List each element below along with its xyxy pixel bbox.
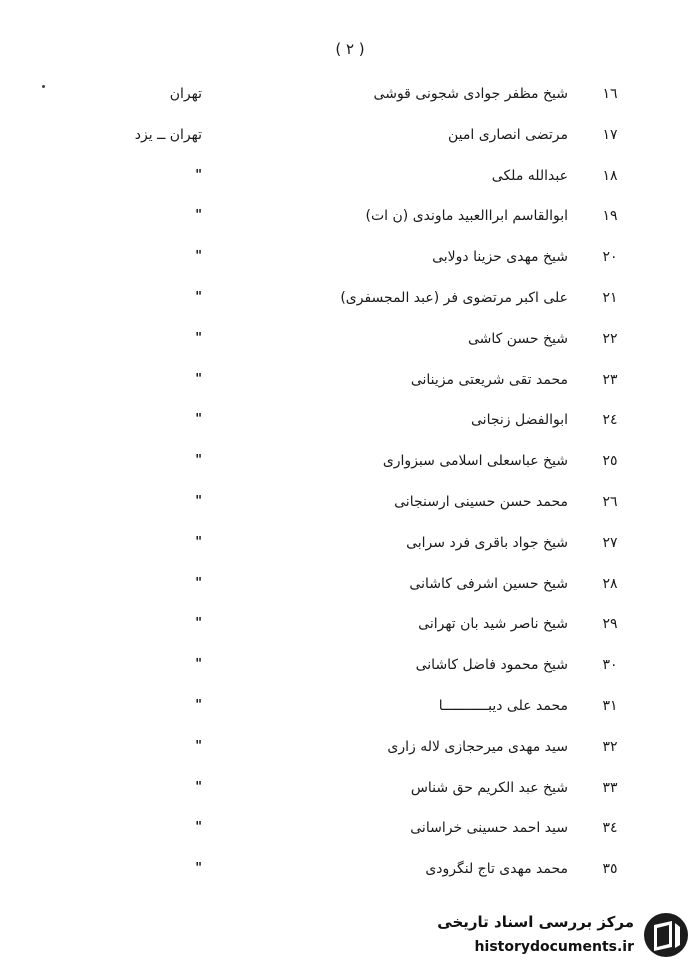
item-number: ٢٩ (602, 616, 618, 633)
person-name: شیخ حسن کاشی (467, 330, 568, 347)
item-number: ٢٢ (602, 330, 618, 347)
item-number: ١٧ (602, 126, 618, 143)
person-name: شیخ محمود فاضل کاشانی (415, 657, 568, 674)
list-item (0, 698, 700, 722)
list-item (0, 657, 700, 681)
list-item (0, 820, 700, 844)
item-number: ١٦ (602, 86, 618, 102)
item-number: ٢٣ (602, 371, 618, 388)
person-name: شیخ عبد الکریم حق شناس (410, 779, 568, 796)
location: " (195, 208, 202, 224)
person-name: شیخ مظفر جوادی شجونی قوشی (373, 86, 568, 102)
location: " (195, 779, 202, 795)
location: " (195, 371, 202, 387)
item-number: ٢٨ (602, 575, 618, 592)
list-item (0, 576, 700, 600)
person-name: شیخ ناصر شید بان تهرانی (418, 616, 568, 633)
location: تهران ــ یزد (134, 126, 202, 143)
location: " (195, 412, 202, 428)
location: " (195, 575, 202, 591)
item-number: ٢٤ (602, 412, 618, 429)
list-item (0, 168, 700, 192)
watermark-url: historydocuments.ir (474, 939, 634, 955)
item-number: ٣٣ (602, 779, 618, 796)
person-name: محمد تقی شریعتی مزینانی (410, 371, 568, 388)
list-item (0, 208, 700, 232)
list-item (0, 739, 700, 763)
watermark-title: مرکز بررسی اسناد تاریخی (437, 913, 634, 931)
item-number: ١٩ (602, 208, 618, 225)
person-name: ابوالفضل زنجانی (471, 412, 568, 429)
item-number: ٢٠ (602, 249, 618, 266)
location: " (195, 738, 202, 754)
person-name: محمد حسن حسینی ارسنجانی (394, 494, 568, 510)
location: " (195, 330, 202, 346)
location: " (195, 167, 202, 183)
item-number: ٣٢ (602, 738, 618, 755)
list-item (0, 331, 700, 355)
item-number: ٢٧ (602, 534, 618, 551)
watermark (410, 907, 690, 965)
person-name: ابوالقاسم ابراالعبید ماوندی (ن ات) (365, 208, 568, 225)
location: " (195, 861, 202, 877)
list-item (0, 535, 700, 559)
person-name: شیخ مهدی حزینا دولابی (432, 249, 568, 266)
location: " (195, 290, 202, 305)
list-item (0, 86, 700, 110)
item-number: ٣٠ (602, 657, 618, 674)
location: " (195, 453, 202, 469)
person-name: سید مهدی میرحجازی لاله زاری (387, 738, 568, 755)
person-name: شیخ عباسعلی اسلامی سبزواری (382, 453, 568, 470)
list-item (0, 249, 700, 273)
location: " (195, 249, 202, 265)
list-item (0, 290, 700, 314)
location: " (195, 494, 202, 509)
item-number: ١٨ (602, 167, 618, 184)
archive-logo-icon (642, 911, 690, 959)
person-name: سید احمد حسینی خراسانی (410, 820, 568, 837)
person-name: محمد علی دیبـــــــــــا (438, 698, 568, 714)
list-item (0, 616, 700, 640)
list-item (0, 127, 700, 151)
list-item (0, 494, 700, 518)
location: " (195, 820, 202, 836)
item-number: ٢١ (602, 290, 618, 306)
list-item (0, 780, 700, 804)
location: " (195, 616, 202, 632)
list-item (0, 861, 700, 885)
person-name: مرتضی انصاری امین (447, 126, 568, 143)
item-number: ٢٦ (602, 494, 618, 510)
location: " (195, 657, 202, 673)
person-name: عبدالله ملکی (491, 167, 568, 184)
location: " (195, 698, 202, 713)
person-name: شیخ جواد باقری فرد سرابی (406, 534, 568, 551)
list-item (0, 453, 700, 477)
location: " (195, 534, 202, 550)
item-number: ٣٤ (602, 820, 618, 837)
item-number: ٣٥ (602, 861, 618, 878)
item-number: ٣١ (602, 698, 618, 714)
list-item (0, 372, 700, 396)
person-name: محمد مهدی تاج لنگرودی (425, 861, 568, 878)
person-name: شیخ حسین اشرفی کاشانی (409, 575, 568, 592)
person-name: علی اکبر مرتضوی فر (عبد المجسفری) (340, 290, 568, 306)
page-number: ( ٢ ) (335, 40, 365, 58)
item-number: ٢٥ (602, 453, 618, 470)
location: تهران (169, 86, 202, 102)
list-item (0, 412, 700, 436)
